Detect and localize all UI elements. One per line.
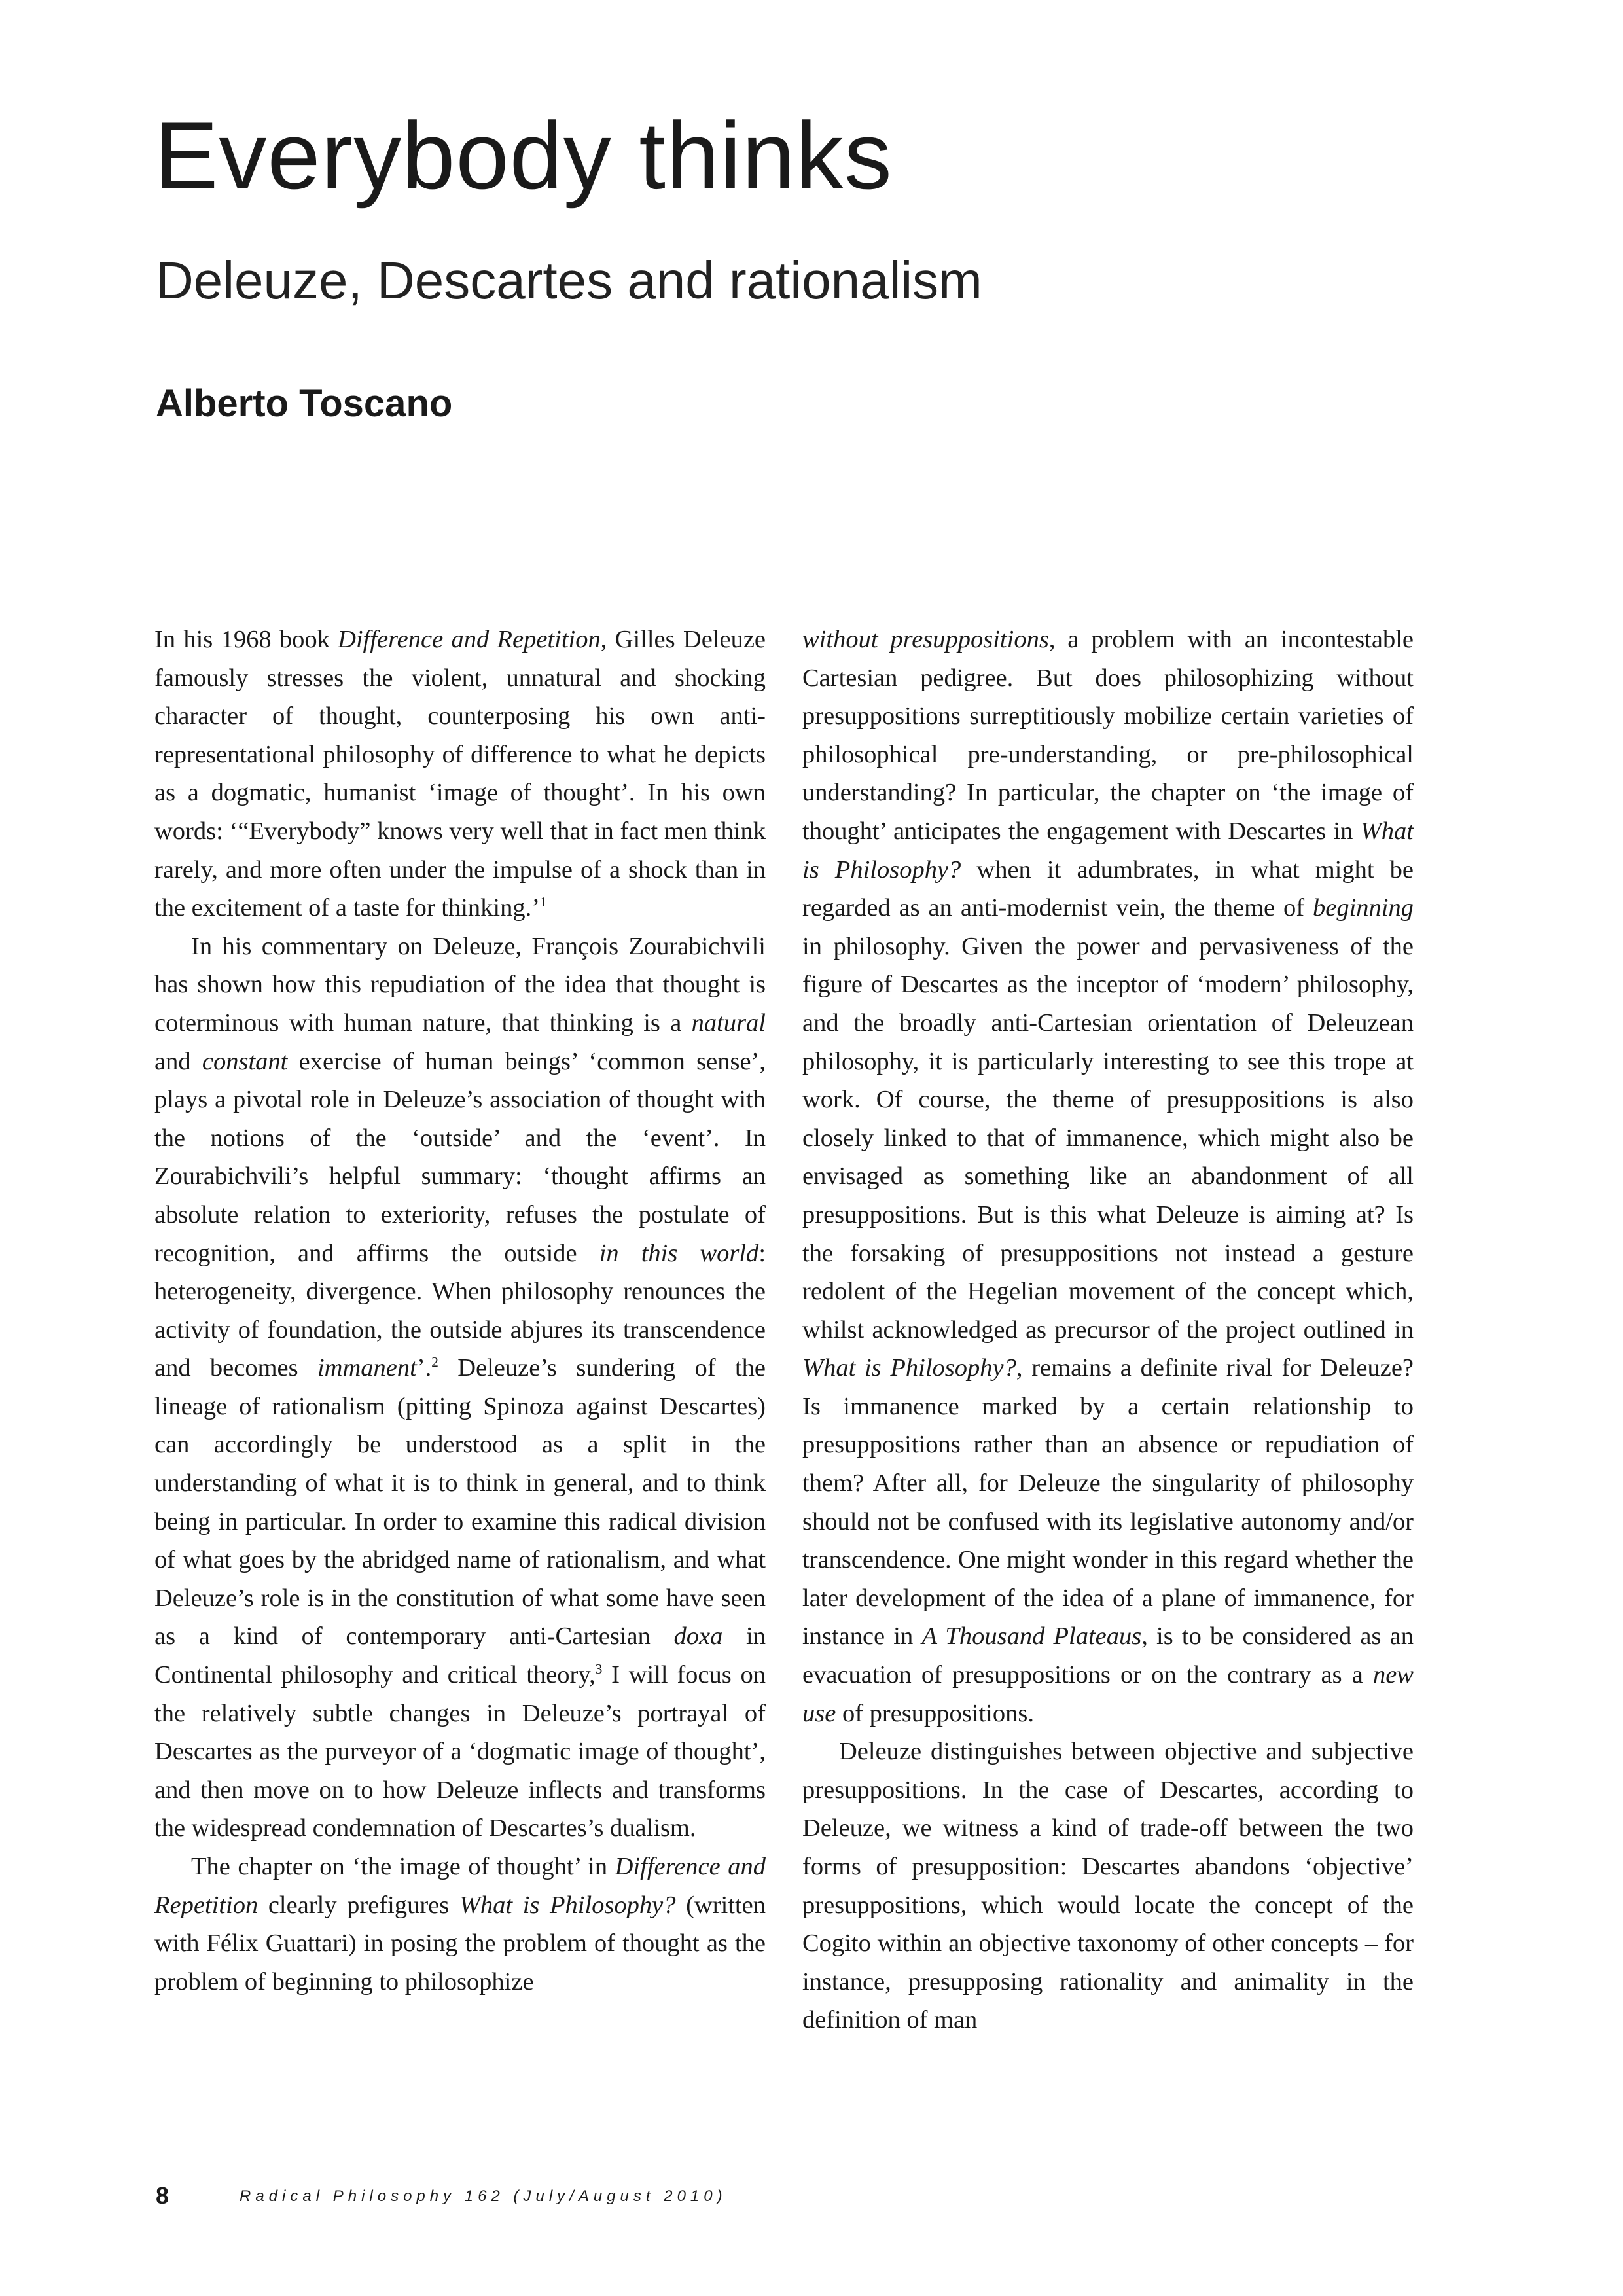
footnote-ref: 1 — [540, 894, 547, 910]
body-column-left — [154, 620, 766, 2001]
text-run: ’. — [416, 1354, 432, 1382]
text-run: exercise of human beings’ ‘common sense’, plays a pivotal role in Deleuze’s association of thought with the notions of the ‘outside’ and the ‘event’. In Zourabichvili’s helpful summary: ‘thought affirms an absolute relation to exteriority, refuses the postulate of recognition, and affirms the outside — [154, 1047, 766, 1267]
body-paragraph — [154, 927, 766, 1848]
text-run: (written with Félix Guattari) in posing the problem of thought as the problem of beginning to philosophize — [154, 1891, 766, 1996]
text-run: in philosophy. Given the power and pervasiveness of the figure of Descartes as the inceptor of ‘modern’ philosophy, and the broadly anti-Cartesian orientation of Deleuzean philosophy, it is particularly interesting to see this trope at work. Of course, the theme of presuppositions is also closely linked to that of immanence, which might also be envisaged as something like an abandonment of all presuppositions. But is this what Deleuze is aiming at? Is the forsaking of presuppositions not instead a gesture redolent of the Hegelian movement of the concept which, whilst acknowledged as precursor of the project outlined in — [802, 932, 1414, 1344]
italic-text: What is Philosophy? — [459, 1891, 676, 1919]
italic-text: What is Philosophy? — [802, 817, 1414, 884]
body-paragraph — [802, 1732, 1414, 2039]
text-run: in Continental philosophy and critical theory, — [154, 1623, 766, 1689]
text-run: I will focus on the relatively subtle changes in Deleuze’s portrayal of Descartes as the purveyor of a ‘dogmatic image of thought’, and then move on to how Deleuze inflects and transforms the widespread condemnation of Descartes’s dualism. — [154, 1661, 766, 1842]
author-name: Alberto Toscano — [156, 382, 453, 425]
page-footer — [156, 2182, 727, 2210]
text-run: , Gilles Deleuze famously stresses the violent, unnatural and shocking character of thought, counterposing his own anti-representational philosophy of difference to what he depicts as a dogmatic, humanist ‘image of thought’. In his own words: ‘“Everybody” knows very well that in fact men think rarely, and more often under the impulse of a shock than in the excitement of a taste for thinking.’ — [154, 626, 766, 922]
text-run: Deleuze’s sundering of the lineage of rationalism (pitting Spinoza against Descartes) can accordingly be understood as a split in the understanding of what it is to think in general, and to think being in particular. In order to examine this radical division of what goes by the abridged name of rationalism, and what Deleuze’s role is in the constitution of what some have seen as a kind of contemporary anti-Cartesian — [154, 1354, 766, 1651]
page-number: 8 — [156, 2182, 169, 2209]
text-run: The chapter on ‘the image of thought’ in — [191, 1853, 615, 1880]
italic-text: Difference and Repetition — [154, 1853, 766, 1919]
text-run: , a problem with an incontestable Cartesian pedigree. But does philosophizing without presuppositions surreptitiously mobilize certain varieties of philosophical pre-understanding, or pre-philosophical understanding? In particular, the chapter on ‘the image of thought’ anticipates the engagement with Descartes in — [802, 626, 1414, 845]
italic-text: without presuppositions — [802, 626, 1049, 653]
text-run: Deleuze distinguishes between objective and subjective presuppositions. In the case of Descartes, according to Deleuze, we witness a kind of trade-off between the two forms of presupposition: Descartes abandons ‘objective’ presuppositions, which would locate the concept of the Cogito within an objective taxonomy of other concepts – for instance, presupposing rationality and animality in the definition of man — [802, 1738, 1414, 2034]
body-paragraph — [802, 620, 1414, 1732]
text-run: In his 1968 book — [154, 626, 338, 653]
text-run: In his commentary on Deleuze, François Zourabichvili has shown how this repudiation of the idea that thought is coterminous with human nature, that thinking is a — [154, 932, 766, 1037]
italic-text: immanent — [317, 1354, 417, 1382]
body-column-right — [802, 620, 1414, 2039]
italic-text: natural — [691, 1009, 766, 1037]
italic-text: constant — [202, 1047, 288, 1075]
italic-text: in this world — [599, 1239, 759, 1267]
text-run: clearly prefigures — [258, 1891, 459, 1919]
text-run: when it adumbrates, in what might be regarded as an anti-modernist vein, the theme of — [802, 855, 1414, 922]
italic-text: Difference and Repetition — [338, 626, 601, 653]
italic-text: A Thousand Plateaus — [921, 1623, 1142, 1651]
article-title: Everybody thinks — [154, 102, 893, 209]
journal-citation: Radical Philosophy 162 (July/August 2010) — [240, 2187, 727, 2205]
italic-text: new use — [802, 1661, 1414, 1727]
italic-text: doxa — [673, 1623, 723, 1651]
body-paragraph — [154, 1848, 766, 2001]
article-subtitle: Deleuze, Descartes and rationalism — [156, 251, 982, 310]
text-run: and — [154, 1047, 202, 1075]
footnote-ref: 3 — [595, 1661, 603, 1677]
body-paragraph — [154, 620, 766, 927]
italic-text: beginning — [1313, 894, 1414, 922]
text-run: : heterogeneity, divergence. When philosophy renounces the activity of foundation, the outside abjures its transcendence and becomes — [154, 1239, 766, 1382]
text-run: , remains a definite rival for Deleuze? Is immanence marked by a certain relationship to presuppositions rather than an absence or repudiation of them? After all, for Deleuze the singularity of philosophy should not be confused with its legislative autonomy and/or transcendence. One might wonder in this regard whether the later development of the idea of a plane of immanence, for instance in — [802, 1354, 1414, 1651]
italic-text: What is Philosophy? — [802, 1354, 1016, 1382]
footnote-ref: 2 — [431, 1354, 438, 1371]
text-run: , is to be considered as an evacuation of presuppositions or on the contrary as a — [802, 1623, 1414, 1689]
text-run: of presuppositions. — [836, 1699, 1034, 1727]
